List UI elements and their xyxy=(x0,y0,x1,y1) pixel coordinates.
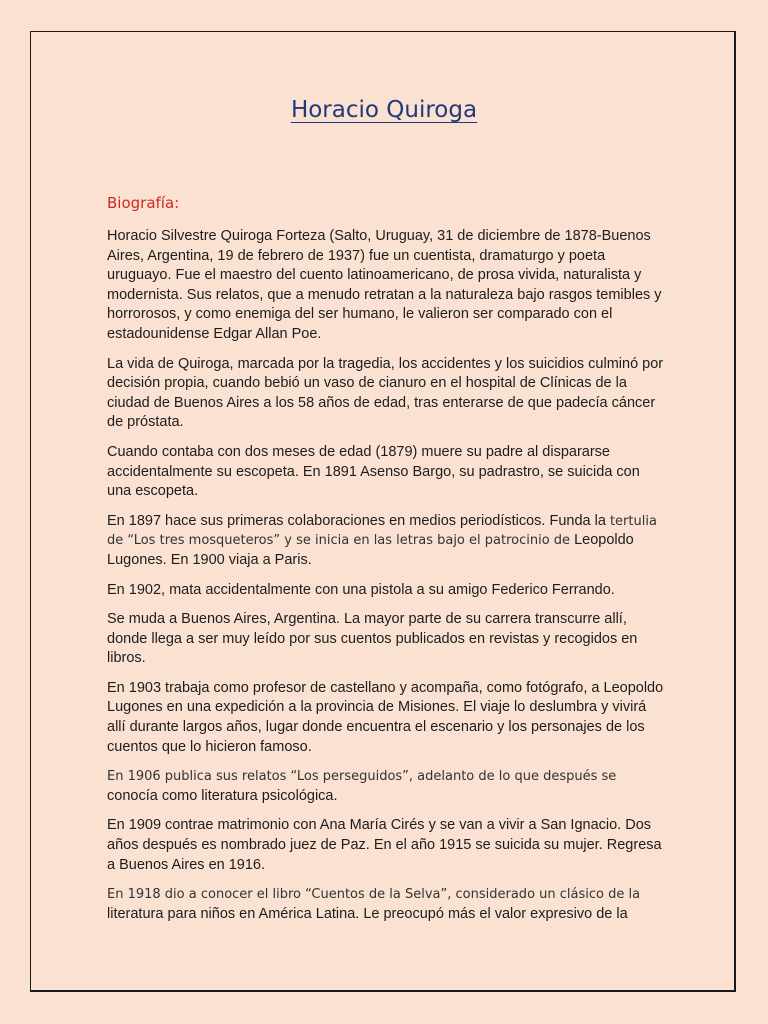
paragraph-move: Se muda a Buenos Aires, Argentina. La mayor parte de su carrera transcurre allí, donde llega a ser muy leído por sus cuentos publicados en revistas y recogidos en libros. xyxy=(107,611,638,667)
paragraph-1897-line-b: tertulia de “Los tres mosqueteros” y se inicia en las letras bajo el patrocinio de xyxy=(107,513,657,549)
paragraph-1897 xyxy=(107,512,667,571)
section-heading-biografia: Biografía: xyxy=(107,194,180,212)
paragraph-1903: En 1903 trabaja como profesor de castellano y acompaña, como fotógrafo, a Leopoldo Lugones en una expedición a la provincia de Misiones. El viaje lo deslumbra y vivirá allí durante largos años, lugar donde encuentra el escenario y los personajes de los cuentos que lo hicieron famoso. xyxy=(107,679,664,755)
paragraph-1918 xyxy=(107,885,667,924)
paragraph-1897-line-a: En 1897 hace sus primeras colaboraciones en medios periodísticos. Funda la xyxy=(107,512,606,529)
paragraph-1906-line-a: En 1906 publica sus relatos “Los perseguidos”, adelanto de lo que después se xyxy=(107,769,617,785)
paragraph-father: Cuando contaba con dos meses de edad (1879) muere su padre al dispararse accidentalmente su escopeta. En 1891 Asenso Bargo, su padrastro, se suicida con una escopeta. xyxy=(107,443,640,500)
paragraph-1906-line-b: conocía como literatura psicológica. xyxy=(107,787,338,804)
page-title: Horacio Quiroga xyxy=(290,97,478,123)
body-text xyxy=(107,227,667,934)
paragraph-1906 xyxy=(107,767,667,806)
paragraph-intro: Horacio Silvestre Quiroga Forteza (Salto, Uruguay, 31 de diciembre de 1878-Buenos Aires, Argentina, 19 de febrero de 1937) fue un cuentista, dramaturgo y poeta uruguayo. Fue el maestro del cuento latinoamericano, de prosa vivida, naturalista y modernista. Sus relatos, que a menudo retratan a la naturaleza bajo rasgos temibles y horrorosos, y como enemiga del ser humano, le valieron ser comparado con el estadounidense Edgar Allan Poe. xyxy=(107,228,662,342)
paragraph-1918-line-a: En 1918 dio a conocer el libro “Cuentos de la Selva”, considerado un clásico de la xyxy=(107,887,641,903)
paragraph-1909: En 1909 contrae matrimonio con Ana María Cirés y se van a vivir a San Ignacio. Dos años después es nombrado juez de Paz. En el año 1915 se suicida su mujer. Regresa a Buenos Aires en 1916. xyxy=(107,817,662,873)
paragraph-death: La vida de Quiroga, marcada por la tragedia, los accidentes y los suicidios culminó por decisión propia, cuando bebió un vaso de cianuro en el hospital de Clínicas de la ciudad de Buenos Aires a los 58 años de edad, tras enterarse de que padecía cáncer de próstata. xyxy=(107,355,664,431)
paragraph-1918-line-b: literatura para niños en América Latina. Le preocupó más el valor expresivo de la xyxy=(107,905,628,922)
paragraph-1897-line-c: Leopoldo Lugones. En 1900 viaja a Paris. xyxy=(107,532,634,568)
paragraph-1902: En 1902, mata accidentalmente con una pistola a su amigo Federico Ferrando. xyxy=(107,581,615,598)
